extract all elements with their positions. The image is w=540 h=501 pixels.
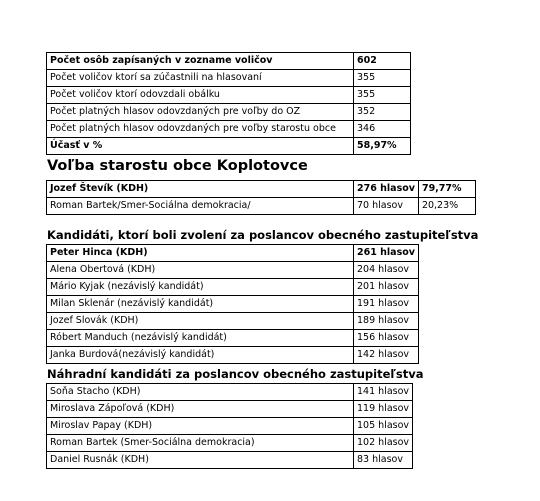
candidate-name: Miroslav Papay (KDH) [47, 418, 354, 435]
table-row [47, 296, 419, 313]
table-row [47, 418, 413, 435]
candidate-votes: 156 hlasov [354, 330, 419, 347]
table-row [47, 198, 476, 215]
candidate-votes: 105 hlasov [354, 418, 413, 435]
candidate-percent: 79,77% [418, 181, 475, 198]
table-row [47, 279, 419, 296]
table-row [47, 330, 419, 347]
table-row [47, 138, 411, 155]
summary-label: Účasť v % [47, 138, 354, 155]
candidate-name: Mário Kyjak (nezávislý kandidát) [47, 279, 354, 296]
table-row [47, 401, 413, 418]
candidate-votes: 70 hlasov [354, 198, 419, 215]
table-row [47, 452, 413, 469]
summary-value: 602 [354, 53, 411, 70]
table-row [47, 70, 411, 87]
substitute-candidates-table [46, 383, 413, 469]
table-row [47, 87, 411, 104]
summary-value: 355 [354, 70, 411, 87]
candidate-name: Miroslava Zápoľová (KDH) [47, 401, 354, 418]
table-row [47, 53, 411, 70]
candidate-votes: 276 hlasov [354, 181, 419, 198]
summary-label: Počet platných hlasov odovzdaných pre voľby do OZ [47, 104, 354, 121]
elected-council-table [46, 244, 419, 364]
candidate-votes: 261 hlasov [354, 245, 419, 262]
summary-label: Počet osôb zapísaných v zozname voličov [47, 53, 354, 70]
table-row [47, 313, 419, 330]
candidate-votes: 201 hlasov [354, 279, 419, 296]
candidate-votes: 83 hlasov [354, 452, 413, 469]
table-row [47, 347, 419, 364]
candidate-name: Soňa Stacho (KDH) [47, 384, 354, 401]
candidate-votes: 141 hlasov [354, 384, 413, 401]
candidate-votes: 191 hlasov [354, 296, 419, 313]
table-row [47, 181, 476, 198]
candidate-percent: 20,23% [418, 198, 475, 215]
table-row [47, 245, 419, 262]
summary-label: Počet platných hlasov odovzdaných pre voľby starostu obce [47, 121, 354, 138]
candidate-name: Daniel Rusnák (KDH) [47, 452, 354, 469]
summary-value: 346 [354, 121, 411, 138]
mayor-results-table [46, 180, 476, 215]
summary-value: 355 [354, 87, 411, 104]
table-row [47, 384, 413, 401]
candidate-votes: 102 hlasov [354, 435, 413, 452]
candidate-votes: 189 hlasov [354, 313, 419, 330]
table-row [47, 435, 413, 452]
table-row [47, 104, 411, 121]
summary-label: Počet voličov ktorí sa zúčastnili na hlasovaní [47, 70, 354, 87]
elected-section-title: Kandidáti, ktorí boli zvolení za poslancov obecného zastupiteľstva [47, 228, 479, 242]
candidate-votes: 142 hlasov [354, 347, 419, 364]
candidate-name: Peter Hinca (KDH) [47, 245, 354, 262]
mayor-section-title: Voľba starostu obce Koplotovce [47, 158, 308, 174]
table-row [47, 262, 419, 279]
candidate-name: Róbert Manduch (nezávislý kandidát) [47, 330, 354, 347]
summary-value: 58,97% [354, 138, 411, 155]
table-row [47, 121, 411, 138]
candidate-name: Jozef Slovák (KDH) [47, 313, 354, 330]
candidate-votes: 204 hlasov [354, 262, 419, 279]
candidate-name: Alena Obertová (KDH) [47, 262, 354, 279]
substitutes-section-title: Náhradní kandidáti za poslancov obecného zastupiteľstva [47, 367, 424, 381]
candidate-name: Jozef Števík (KDH) [47, 181, 354, 198]
summary-label: Počet voličov ktorí odovzdali obálku [47, 87, 354, 104]
summary-value: 352 [354, 104, 411, 121]
voter-summary-table [46, 52, 411, 155]
candidate-name: Milan Sklenár (nezávislý kandidát) [47, 296, 354, 313]
candidate-name: Roman Bartek/Smer-Sociálna demokracia/ [47, 198, 354, 215]
candidate-name: Roman Bartek (Smer-Sociálna demokracia) [47, 435, 354, 452]
candidate-name: Janka Burdová(nezávislý kandidát) [47, 347, 354, 364]
candidate-votes: 119 hlasov [354, 401, 413, 418]
